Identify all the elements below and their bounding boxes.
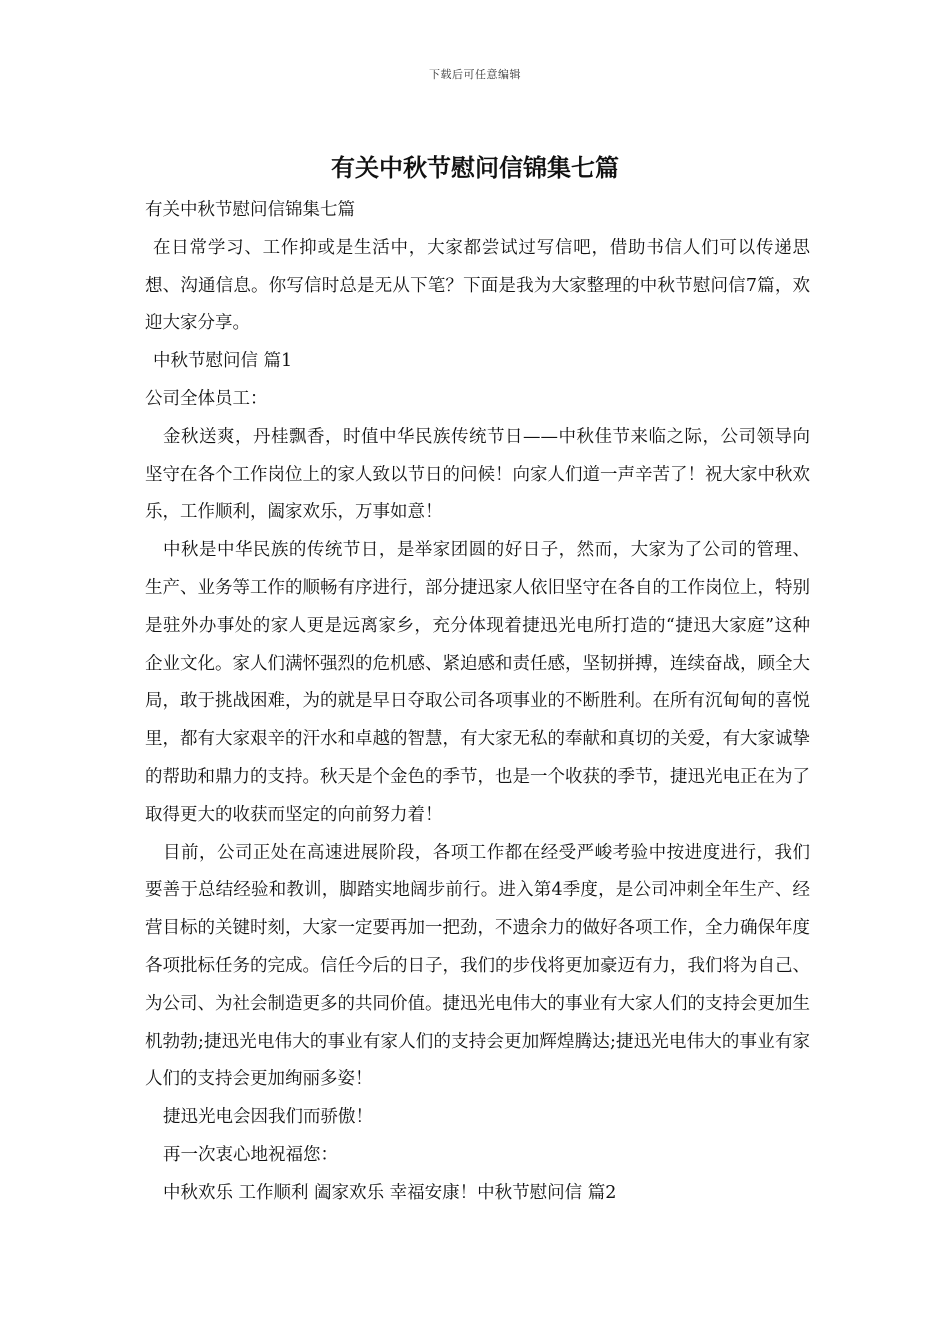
body-paragraph: 再一次衷心地祝福您： (163, 1144, 338, 1165)
salutation: 公司全体员工： (145, 388, 268, 409)
intro-paragraph: 在日常学习、工作抑或是生活中，大家都尝试过写信吧，借助书信人们可以传递思想、沟通信息。你写信时总是无从下笔？下面是我为大家整理的中秋节慰问信7篇，欢迎大家分享。 (145, 237, 810, 334)
body-paragraph: 捷迅光电会因我们而骄傲！ (163, 1107, 373, 1128)
body-paragraph: 中秋是中华民族的传统节日，是举家团圆的好日子，然而，大家为了公司的管理、生产、业务等工作的顺畅有序进行，部分捷迅家人依旧坚守在各自的工作岗位上，特别是驻外办事处的家人更是远离家乡，充分体现着捷迅光电所打造的“捷迅大家庭”这种企业文化。家人们满怀强烈的危机感、紧迫感和责任感，坚韧拼搏，连续奋战，顾全大局，敢于挑战困难，为的就是早日夺取公司各项事业的不断胜利。在所有沉甸甸的喜悦里，都有大家艰辛的汗水和卓越的智慧，有大家无私的奉献和真切的关爱，有大家诚挚的帮助和鼎力的支持。秋天是个金色的季节，也是一个收获的季节，捷迅光电正在为了取得更大的收获而坚定的向前努力着！ (145, 540, 810, 825)
page-header-note: 下载后可任意编辑 (429, 68, 521, 81)
document-body (145, 192, 810, 1213)
body-paragraph: 目前，公司正处在高速进展阶段，各项工作都在经受严峻考验中按进度进行，我们要善于总结经验和教训，脚踏实地阔步前行。进入第4季度，是公司冲刺全年生产、经营目标的关键时刻，大家一定要再加一把劲，不遗余力的做好各项工作，全力确保年度各项批标任务的完成。信任今后的日子，我们的步伐将更加豪迈有力，我们将为自己、为公司、为社会制造更多的共同价值。捷迅光电伟大的事业有大家人们的支持会更加生机勃勃;捷迅光电伟大的事业有家人们的支持会更加辉煌腾达;捷迅光电伟大的事业有家人们的支持会更加绚丽多姿！ (145, 842, 810, 1090)
subtitle-paragraph: 有关中秋节慰问信锦集七篇 (145, 200, 355, 220)
section-heading: 中秋节慰问信 篇1 (153, 351, 293, 372)
closing-paragraph: 中秋欢乐 工作顺利 阖家欢乐 幸福安康！中秋节慰问信 篇2 (163, 1182, 617, 1203)
body-paragraph: 金秋送爽，丹桂飘香，时值中华民族传统节日——中秋佳节来临之际，公司领导向坚守在各个工作岗位上的家人致以节日的问候！向家人们道一声辛苦了！祝大家中秋欢乐，工作顺利，阖家欢乐，万事如意！ (145, 426, 810, 523)
document-title: 有关中秋节慰问信锦集七篇 (331, 153, 619, 182)
